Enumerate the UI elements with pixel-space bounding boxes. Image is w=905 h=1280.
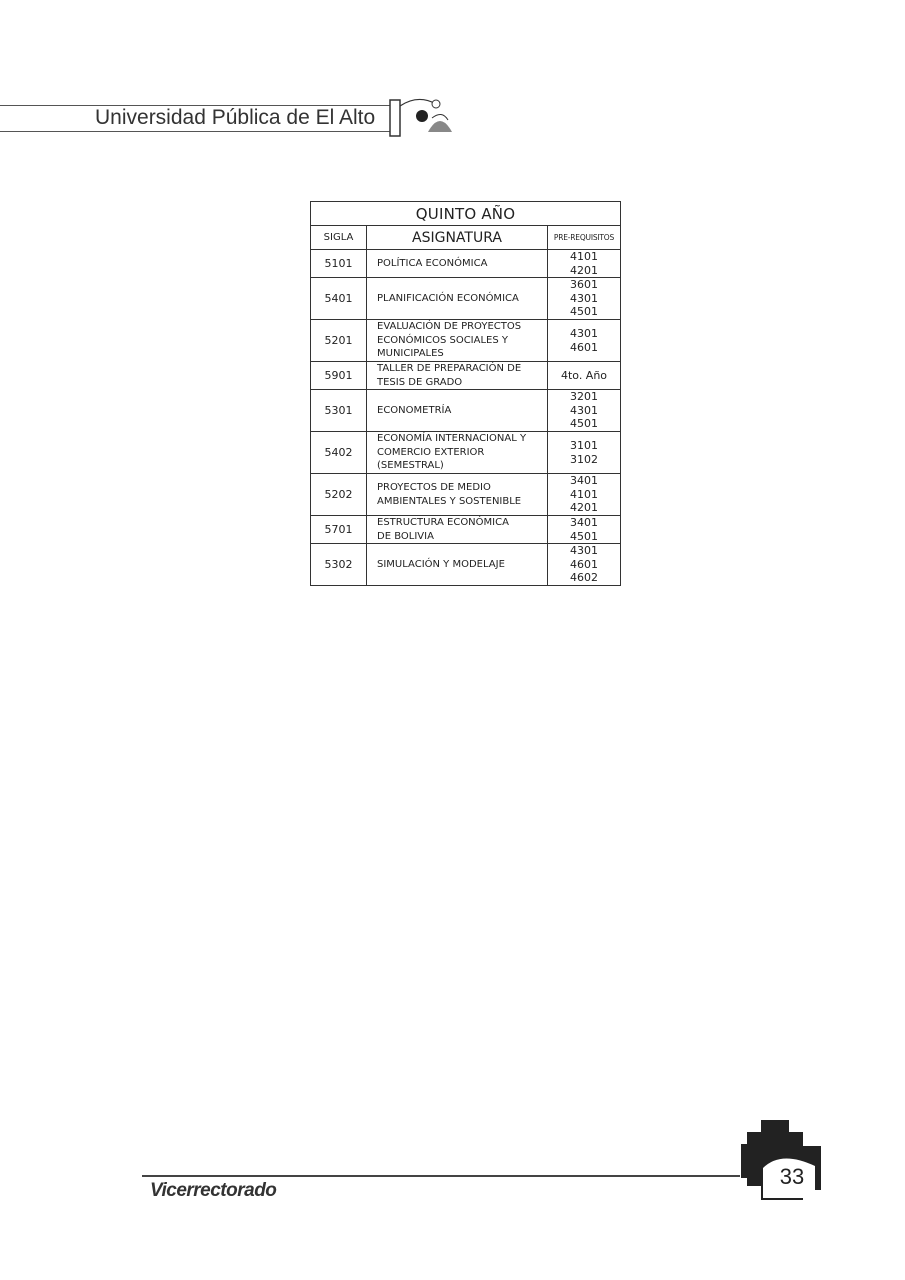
table-row xyxy=(311,390,621,432)
cell-prerequisitos xyxy=(548,516,621,544)
cell-sigla: 5302 xyxy=(311,544,367,586)
cell-asignatura xyxy=(367,474,548,516)
prerequisito-item: 4601 xyxy=(570,340,598,354)
cell-sigla: 5101 xyxy=(311,250,367,278)
cell-asignatura xyxy=(367,250,548,278)
asignatura-line: PLANIFICACIÓN ECONÓMICA xyxy=(377,292,519,304)
table-row xyxy=(311,278,621,320)
asignatura-line: AMBIENTALES Y SOSTENIBLE xyxy=(377,495,522,507)
prerequisito-item: 4to. Año xyxy=(560,368,608,382)
asignatura-line: ECONÓMICOS SOCIALES Y xyxy=(377,334,508,346)
page-number: 33 xyxy=(779,1164,805,1189)
prerequisito-item: 4201 xyxy=(570,263,598,277)
prerequisito-item: 4301 xyxy=(570,544,598,558)
asignatura-line: PROYECTOS DE MEDIO xyxy=(377,482,491,493)
table-row xyxy=(311,362,621,390)
asignatura-line: ECONOMETRÍA xyxy=(377,404,452,416)
table-row xyxy=(311,474,621,516)
asignatura-line: ESTRUCTURA ECONÓMICA xyxy=(377,517,509,528)
prerequisito-item: 3201 xyxy=(570,390,598,404)
table-row xyxy=(311,250,621,278)
prerequisito-item: 3102 xyxy=(570,452,598,466)
prerequisito-item: 3101 xyxy=(570,439,598,452)
prerequisito-item: 4501 xyxy=(570,417,598,431)
cell-prerequisitos xyxy=(548,474,621,516)
prerequisito-item: 4101 xyxy=(570,487,598,501)
cell-asignatura xyxy=(367,516,548,544)
cell-prerequisitos xyxy=(548,390,621,432)
column-header-prerequisitos: PRE-REQUISITOS xyxy=(548,226,621,250)
cell-prerequisitos xyxy=(548,320,621,362)
prerequisito-item: 3401 xyxy=(570,516,598,529)
cell-sigla: 5301 xyxy=(311,390,367,432)
prerequisito-item: 4201 xyxy=(570,501,598,515)
prerequisito-item: 4301 xyxy=(570,291,598,305)
cell-prerequisitos xyxy=(548,544,621,586)
table-title: QUINTO AÑO xyxy=(311,202,621,226)
asignatura-line: POLÍTICA ECONÓMICA xyxy=(377,257,488,269)
footer-rule xyxy=(142,1175,740,1177)
prerequisito-item: 4602 xyxy=(570,571,598,585)
prerequisito-item: 4301 xyxy=(570,403,598,417)
asignatura-line: EVALUACIÓN DE PROYECTOS xyxy=(377,321,522,333)
cell-sigla: 5202 xyxy=(311,474,367,516)
asignatura-line: TESIS DE GRADO xyxy=(377,376,463,388)
table-body xyxy=(311,250,621,586)
prerequisito-item: 4501 xyxy=(570,305,598,319)
cell-asignatura xyxy=(367,278,548,320)
cell-asignatura xyxy=(367,432,548,474)
vicerrectorado-logo: Vicerrectorado xyxy=(150,1180,277,1201)
cell-asignatura xyxy=(367,362,548,390)
table-row xyxy=(311,320,621,362)
university-logo-icon xyxy=(388,96,458,140)
prerequisito-item: 3601 xyxy=(570,278,598,292)
cell-sigla: 5901 xyxy=(311,362,367,390)
table-row xyxy=(311,544,621,586)
cell-sigla: 5402 xyxy=(311,432,367,474)
asignatura-line: SIMULACIÓN Y MODELAJE xyxy=(377,558,505,570)
cell-prerequisitos xyxy=(548,362,621,390)
cell-sigla: 5401 xyxy=(311,278,367,320)
cell-asignatura xyxy=(367,544,548,586)
asignatura-line: (SEMESTRAL) xyxy=(377,460,444,472)
curriculum-table-container xyxy=(310,201,620,586)
cell-sigla: 5201 xyxy=(311,320,367,362)
asignatura-line: ECONOMÍA INTERNACIONAL Y xyxy=(377,433,527,445)
cell-prerequisitos xyxy=(548,432,621,474)
asignatura-line: MUNICIPALES xyxy=(377,348,444,360)
curriculum-table xyxy=(310,201,621,586)
prerequisito-item: 4501 xyxy=(570,529,598,543)
column-header-sigla: SIGLA xyxy=(311,226,367,250)
prerequisito-item: 3401 xyxy=(570,474,598,488)
cell-prerequisitos xyxy=(548,278,621,320)
cell-asignatura xyxy=(367,390,548,432)
asignatura-line: TALLER DE PREPARACIÓN DE xyxy=(377,363,522,374)
cell-asignatura xyxy=(367,320,548,362)
cell-prerequisitos xyxy=(548,250,621,278)
asignatura-line: COMERCIO EXTERIOR xyxy=(377,446,485,458)
prerequisito-item: 4601 xyxy=(570,557,598,571)
column-header-asignatura: ASIGNATURA xyxy=(367,226,548,250)
prerequisito-item: 4101 xyxy=(570,250,598,263)
table-row xyxy=(311,432,621,474)
header-rule-bottom xyxy=(0,131,392,132)
prerequisito-item: 4301 xyxy=(570,327,598,340)
university-title: Universidad Pública de El Alto xyxy=(95,106,376,129)
asignatura-line: DE BOLIVIA xyxy=(377,530,434,542)
table-row xyxy=(311,516,621,544)
cell-sigla: 5701 xyxy=(311,516,367,544)
